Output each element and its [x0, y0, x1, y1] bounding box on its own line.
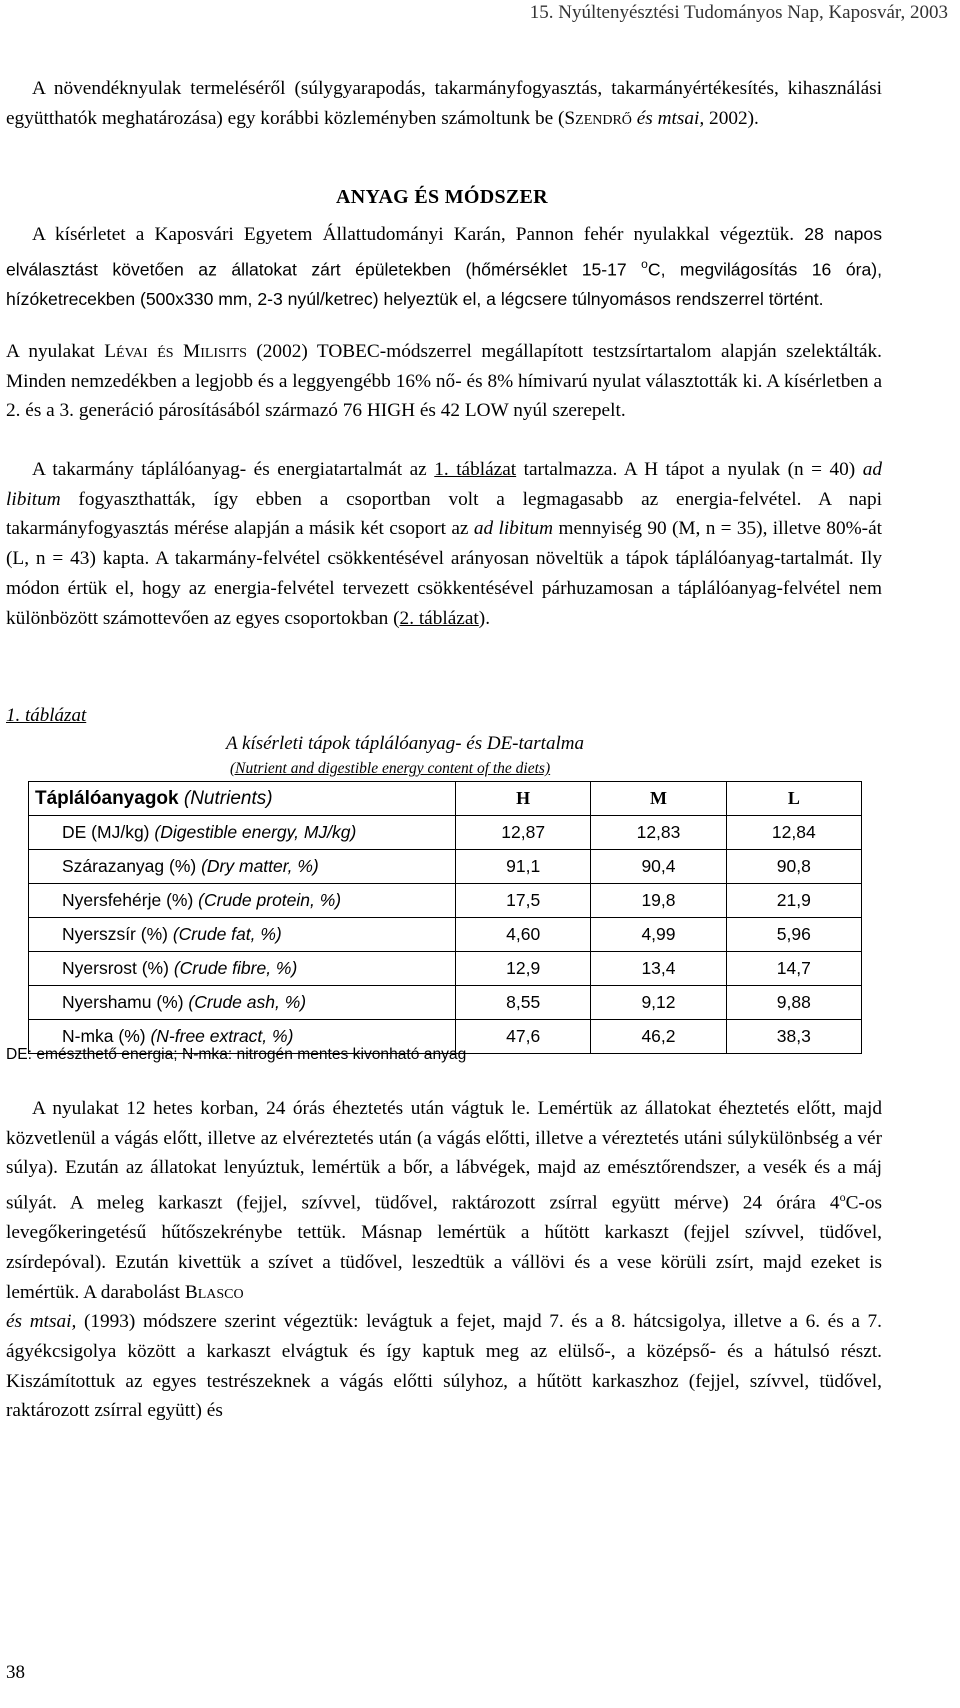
header-cell: H	[456, 782, 591, 816]
value-cell: 5,96	[726, 918, 861, 952]
value-cell: 91,1	[456, 850, 591, 884]
value-cell: 90,8	[726, 850, 861, 884]
table-title-hu: A kísérleti tápok táplálóanyag- és DE-tartalma	[226, 733, 584, 754]
section-heading: ANYAG ÉS MÓDSZER	[336, 186, 548, 208]
table-row	[29, 952, 862, 986]
value-cell: 19,8	[591, 884, 726, 918]
intro-paragraph: A növendéknyulak termeléséről (súlygyarapodás, takarmányfogyasztás, takarmányértékesítés, kihasználási együtthatók meghatározása) egy korábbi közleményben számoltunk be (Szendrő és mtsai, 2002).	[6, 78, 882, 129]
value-cell: 12,87	[456, 816, 591, 850]
value-cell: 47,6	[456, 1020, 591, 1054]
table-row	[29, 884, 862, 918]
value-cell: 90,4	[591, 850, 726, 884]
value-cell: 9,88	[726, 986, 861, 1020]
table-row	[29, 850, 862, 884]
value-cell: 4,99	[591, 918, 726, 952]
table-row	[29, 986, 862, 1020]
table-row	[29, 816, 862, 850]
header-cell: L	[726, 782, 861, 816]
value-cell: 12,9	[456, 952, 591, 986]
value-cell: 4,60	[456, 918, 591, 952]
value-cell: 13,4	[591, 952, 726, 986]
selection-paragraph: A nyulakat Lévai és Milisits (2002) TOBEC-módszerrel megállapított testzsírtartalom alapján szelektálták. Minden nemzedékben a legjobb és a leggyengébb 16% nő- és 8% hímivarú nyulat választották ki. A kísérletben a 2. és a 3. generáció párosításából származó 76 HIGH és 42 LOW nyúl szerepelt.	[6, 341, 882, 422]
header-cell: Táplálóanyagok (Nutrients)	[29, 782, 456, 816]
table-footnote: DE: emészthető energia; N-mka: nitrogén mentes kivonható anyag	[6, 1046, 467, 1063]
table-label: 1. táblázat	[6, 705, 87, 726]
table-row	[29, 918, 862, 952]
slaughter-paragraph: A nyulakat 12 hetes korban, 24 órás éheztetés után vágtuk le. Lemértük az állatokat éheztetés előtt, majd közvetlenül a vágás előtt, illetve az elvéreztetés után (a vágás előtti, illetve a véreztetés utáni súlykülönbség a vér súlya). Ezután az állatokat lenyúztuk, lemértük a bőr, a lábvégek, majd az emésztőrendszer, a vesék és a máj súlyát. A meleg karkaszt (fejjel, szívvel, tüdővel, raktározott zsírral együtt mérve) 24 órára 4$^o$C-os levegőkeringetésű hűtőszekrénybe tettük. Másnap lemértük a hűtött karkaszt (fejjel szívvel, tüdővel, zsírdepóval). Ezután kivettük a szívet a tüdővel, leszedtük a vállövi és a vese körüli zsírt, majd ezeket is lemértük. A darabolást Blasco és mtsai, (1993) módszere szerint végeztük: levágtuk a fejet, majd 7. és a 8. hátcsigolya, illetve a 6. és a 7. ágyékcsigolya között a karkaszt elvágtuk és így kaptuk meg az elülső-, a középső- és a hátulsó részt. Kiszámítottuk az egyes testrészeknek a vágás előtti súlyhoz, a hűtött karkaszhoz (fejjel, szívvel, tüdővel, raktározott zsírral együtt) és	[6, 1098, 883, 1422]
methods-paragraph: A kísérletet a Kaposvári Egyetem Állattudományi Karán, Pannon fehér nyulakkal végeztük. 28 napos elválasztást követően az állatokat zárt épületekben (hőmérséklet 15-17 $^o$C, megvilágosítás 16 óra), hízóketrecekben (500x330 mm, 2-3 nyúl/ketrec) helyeztük el, a légcsere túlnyomásos rendszerrel történt.	[6, 224, 882, 309]
nutrient-label: Nyersfehérje (%) (Crude protein, %)	[29, 884, 456, 918]
author-citation: Blasco	[184, 1281, 244, 1303]
nutrient-label: Nyersrost (%) (Crude fibre, %)	[29, 952, 456, 986]
value-cell: 12,84	[726, 816, 861, 850]
running-header: 15. Nyúltenyésztési Tudományos Nap, Kaposvár, 2003	[529, 2, 948, 23]
table-reference-link[interactable]: 1. táblázat	[434, 459, 517, 480]
value-cell: 46,2	[591, 1020, 726, 1054]
nutrient-table	[28, 781, 862, 1054]
nutrient-label: DE (MJ/kg) (Digestible energy, MJ/kg)	[29, 816, 456, 850]
author-citation: Lévai és Milisits	[104, 341, 247, 362]
author-citation: Szendrő	[564, 107, 632, 129]
value-cell: 14,7	[726, 952, 861, 986]
table-title-en: (Nutrient and digestible energy content of the diets)	[230, 760, 551, 777]
page-number: 38	[6, 1662, 25, 1683]
value-cell: 38,3	[726, 1020, 861, 1054]
value-cell: 21,9	[726, 884, 861, 918]
table-reference-link[interactable]: 2. táblázat	[399, 607, 479, 629]
feeding-paragraph: A takarmány táplálóanyag- és energiatartalmát az 1. táblázat tartalmazza. A H tápot a nyulak (n = 40) ad libitum fogyaszthatták, így ebben a csoportban volt a legmagasabb az energia-felvétel. A napi takarmányfogyasztás mérése alapján a másik két csoport az ad libitum mennyiség 90 (M, n = 35), illetve 80%-át (L, n = 43) kapta. A takarmány-felvétel csökkentésével arányosan növeltük a tápok táplálóanyag-tartalmát. Ily módon értük el, hogy az energia-felvétel tervezett csökkentésével párhuzamosan a táplálóanyag-felvétel nem különbözött számottevően az egyes csoportokban (2. táblázat).	[6, 459, 882, 629]
value-cell: 17,5	[456, 884, 591, 918]
table-header-row	[29, 782, 862, 816]
nutrient-label: Nyerszsír (%) (Crude fat, %)	[29, 918, 456, 952]
value-cell: 9,12	[591, 986, 726, 1020]
nutrient-label: Szárazanyag (%) (Dry matter, %)	[29, 850, 456, 884]
nutrient-label: Nyershamu (%) (Crude ash, %)	[29, 986, 456, 1020]
nutrient-label: N-mka (%) (N-free extract, %)	[29, 1020, 456, 1054]
value-cell: 8,55	[456, 986, 591, 1020]
value-cell: 12,83	[591, 816, 726, 850]
header-cell: M	[591, 782, 726, 816]
